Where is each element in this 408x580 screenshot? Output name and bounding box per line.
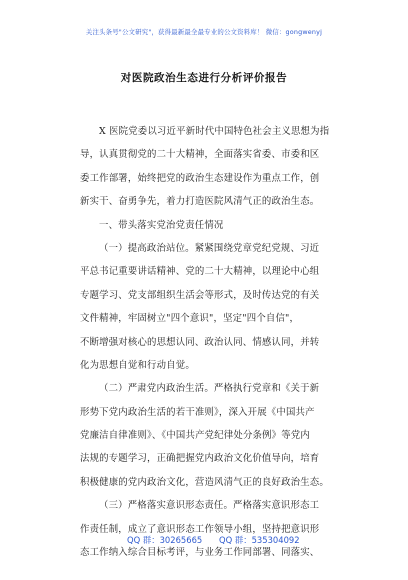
body-line-16: 积极健康的党内政治文化，营造风清气正的良好政治生态。 (80, 476, 329, 488)
footer-contact (0, 534, 408, 548)
qq-group-2: QQ 群：535304092 (219, 535, 300, 545)
body-line-19: 态工作纳入综合目标考评，与业务工作同部署、同落实、 (80, 547, 320, 559)
body-line-9: 文件精神，牢固树立"四个意识"，坚定"四个自信"， (80, 313, 300, 325)
body-line-18: 作责任制，成立了意识形态工作领导小组，坚持把意识形 (80, 523, 320, 535)
section-heading-1: 一、带头落实党治党责任情况 (99, 219, 224, 231)
body-line-17: （三）严格落实意识形态责任。严格落实意识形态工 (99, 500, 320, 512)
body-line-2: 导，认真贯彻党的二十大精神，全面落实省委、市委和区 (80, 149, 320, 161)
body-line-14: 党廉洁自律准则》、《中国共产党纪律处分条例》等党内 (80, 430, 310, 442)
body-line-10: 不断增强对核心的思想认同、政治认同、情感认同，并转 (80, 336, 320, 348)
body-line-6: （一）提高政治站位。紧紧围绕党章党纪党规、习近 (99, 242, 320, 254)
body-line-4: 新实干、奋勇争先，着力打造医院风清气正的政治生态。 (80, 196, 320, 208)
qq-group-1: QQ 群：30265665 (127, 535, 203, 545)
body-line-7: 平总书记重要讲话精神、党的二十大精神，以理论中心组 (80, 266, 320, 278)
document-title: 对医院政治生态进行分析评价报告 (120, 72, 288, 84)
top-promo-banner: 关注头条号"公文研究"，获得最新最全最专业的公文资料库！ 微信：gongwenyj (85, 28, 323, 36)
body-line-12: （二）严肃党内政治生活。严格执行党章和《关于新 (99, 383, 320, 395)
body-line-13: 形势下党内政治生活的若干准则》，深入开展《中国共产 (80, 406, 315, 418)
document-body (80, 120, 342, 564)
body-line-11: 化为思想自觉和行动自觉。 (80, 359, 195, 371)
body-line-1: X 医院党委以习近平新时代中国特色社会主义思想为指 (99, 126, 330, 137)
body-line-8: 专题学习、党支部组织生活会等形式，及时传达党的有关 (80, 289, 320, 301)
body-line-15: 法规的专题学习，正确把握党内政治文化价值导向，培育 (80, 453, 320, 465)
body-line-3: 委工作部署，始终把党的政治生态建设作为重点工作，创 (80, 172, 320, 184)
